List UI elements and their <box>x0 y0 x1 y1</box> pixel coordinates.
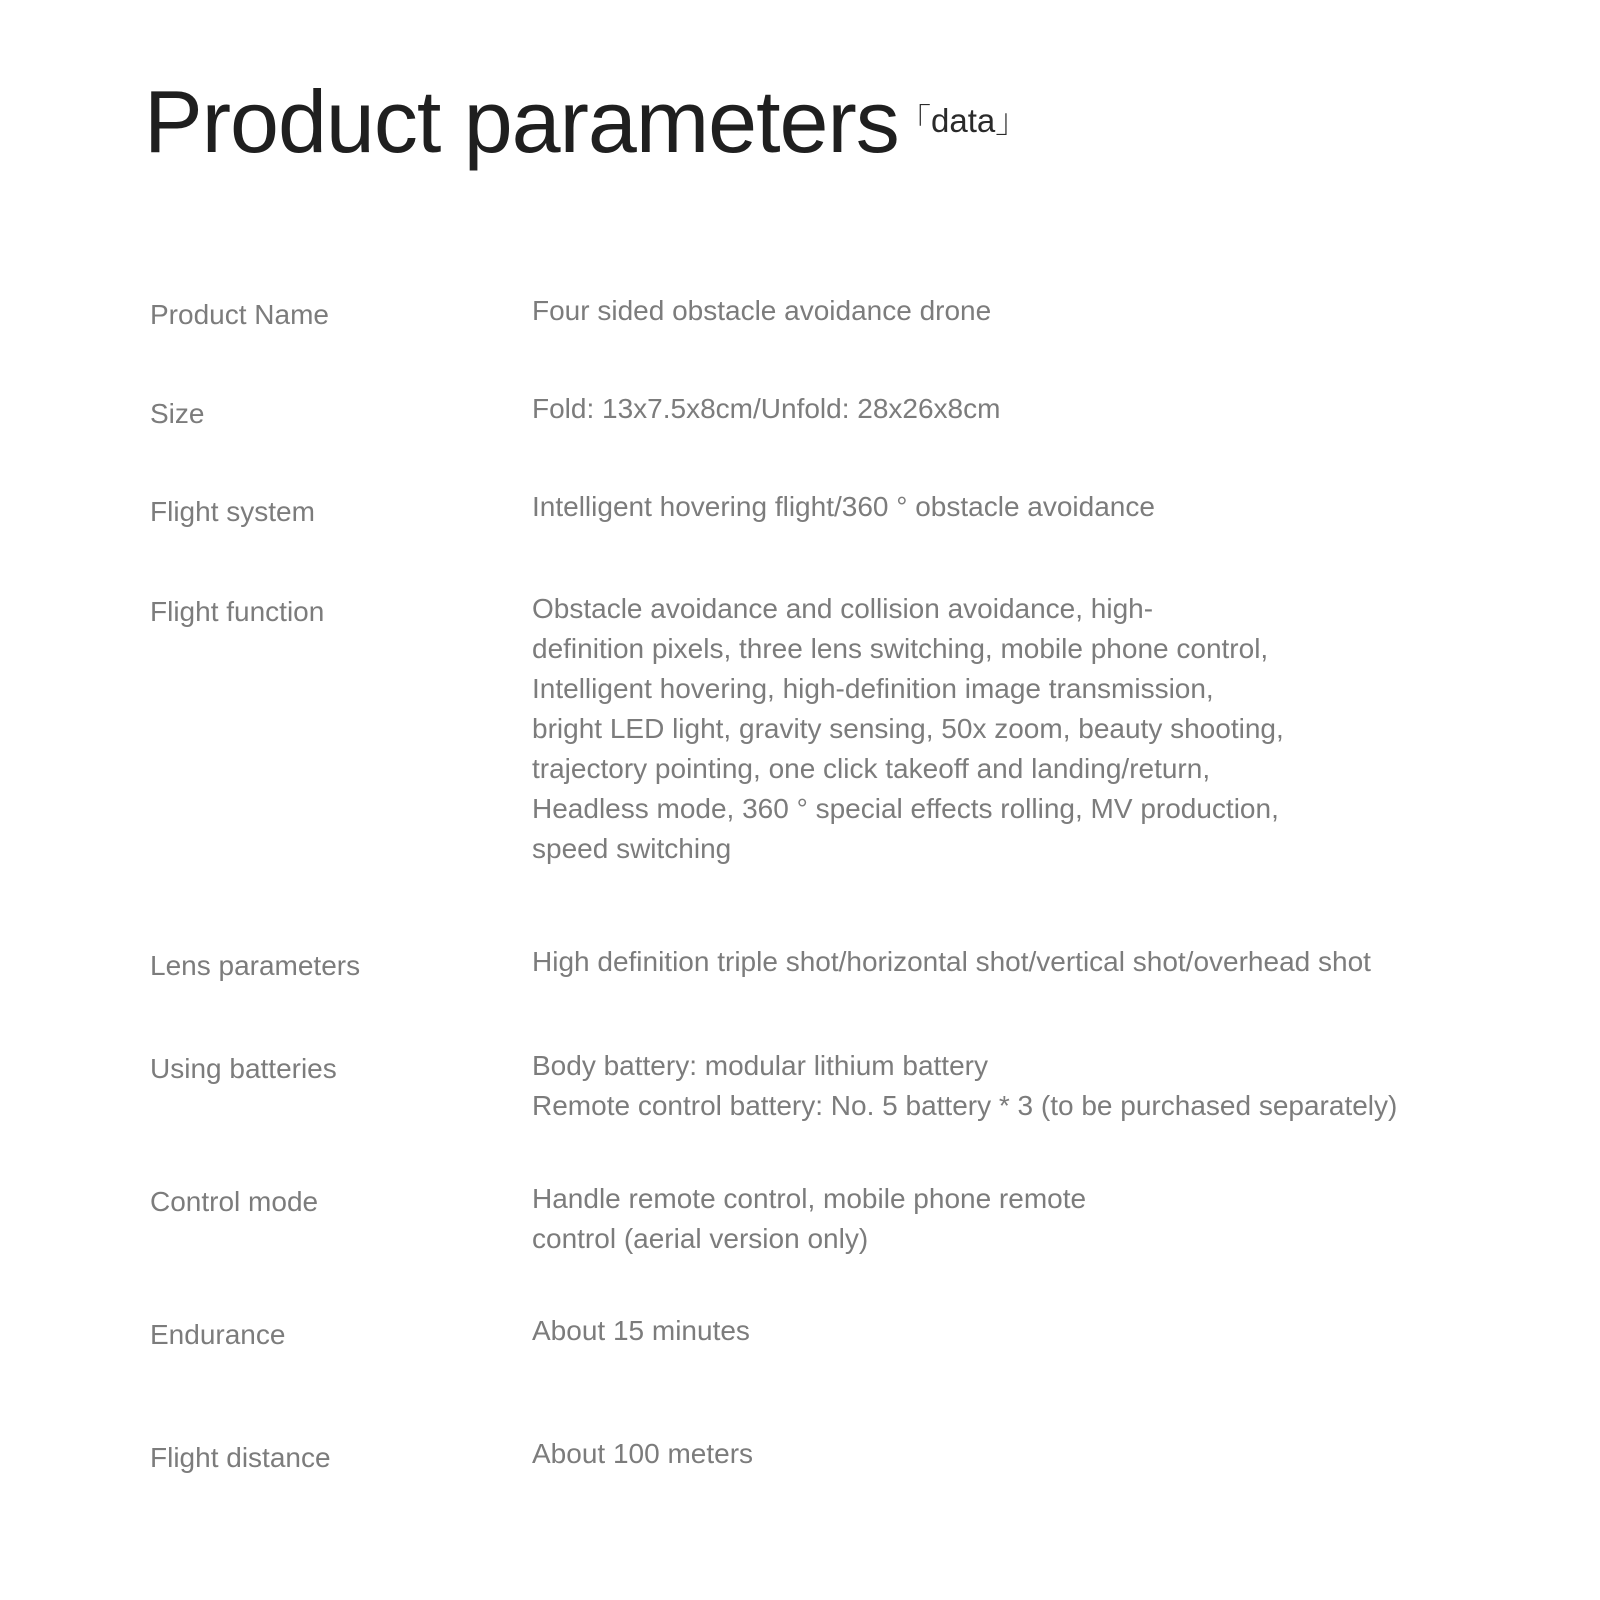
spec-value-control-mode <box>532 1179 1086 1259</box>
spec-value-line: High definition triple shot/horizontal shot/vertical shot/overhead shot <box>532 946 1371 977</box>
spec-value-using-batteries <box>532 1046 1397 1126</box>
spec-value-flight-function <box>532 589 1284 869</box>
spec-label-endurance: Endurance <box>150 1319 286 1350</box>
spec-label-using-batteries: Using batteries <box>150 1053 337 1084</box>
spec-label-lens-parameters: Lens parameters <box>150 950 361 981</box>
page-title: Product parameters <box>144 72 899 171</box>
spec-value-line: speed switching <box>532 833 732 864</box>
spec-value-line: Remote control battery: No. 5 battery * 3 (to be purchased separately) <box>532 1090 1398 1121</box>
spec-value-line: Headless mode, 360 ° special effects rolling, MV production, <box>532 793 1279 824</box>
spec-value-line: Obstacle avoidance and collision avoidance, high- <box>532 593 1154 624</box>
spec-label-flight-function: Flight function <box>150 596 325 627</box>
spec-value-product-name <box>532 291 991 331</box>
spec-value-size <box>532 389 1000 429</box>
spec-value-flight-distance <box>532 1434 753 1474</box>
spec-value-lens-parameters <box>532 942 1371 982</box>
spec-label-size: Size <box>150 398 205 429</box>
spec-value-flight-system <box>532 487 1155 527</box>
spec-value-line: Handle remote control, mobile phone remote <box>532 1183 1087 1214</box>
spec-label-control-mode: Control mode <box>150 1186 319 1217</box>
spec-value-line: definition pixels, three lens switching, mobile phone control, <box>532 633 1269 664</box>
spec-value-line: bright LED light, gravity sensing, 50x zoom, beauty shooting, <box>532 713 1284 744</box>
spec-value-line: About 15 minutes <box>532 1315 750 1346</box>
spec-value-line: control (aerial version only) <box>532 1223 869 1254</box>
spec-label-flight-system: Flight system <box>150 496 315 527</box>
spec-value-line: Fold: 13x7.5x8cm/Unfold: 28x26x8cm <box>532 393 1001 424</box>
spec-value-line: Four sided obstacle avoidance drone <box>532 295 992 326</box>
spec-value-line: trajectory pointing, one click takeoff and landing/return, <box>532 753 1211 784</box>
spec-value-line: Body battery: modular lithium battery <box>532 1050 988 1081</box>
spec-label-flight-distance: Flight distance <box>150 1442 331 1473</box>
spec-value-endurance <box>532 1311 750 1351</box>
spec-value-line: Intelligent hovering flight/360 ° obstacle avoidance <box>532 491 1155 522</box>
title-tag: 「data」 <box>898 102 1029 139</box>
spec-label-product-name: Product Name <box>150 299 329 330</box>
spec-value-line: About 100 meters <box>532 1438 754 1469</box>
spec-value-line: Intelligent hovering, high-definition image transmission, <box>532 673 1214 704</box>
